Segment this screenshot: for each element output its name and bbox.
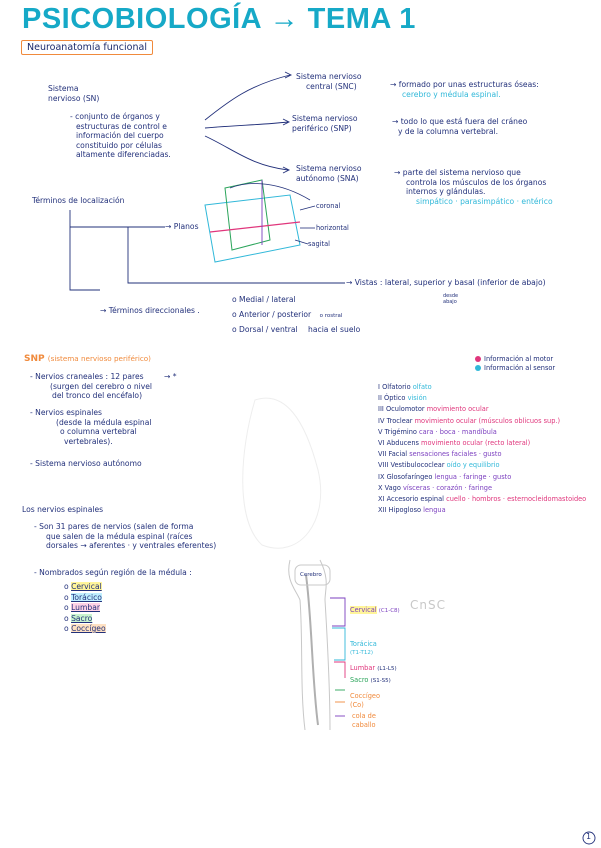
cranial-nerve-number: VII: [378, 450, 387, 459]
cranial-nerve-row: [378, 438, 586, 449]
sna-description: [394, 168, 553, 206]
vistas-note-line-1: desde: [443, 293, 459, 299]
spinal-region-name: Torácico: [71, 592, 102, 602]
spinal-region-name: Cervical: [71, 582, 102, 591]
legend: [475, 355, 555, 372]
page-title: PSICOBIOLOGÍA → TEMA 1: [22, 3, 416, 35]
sn-desc-line: información del cuerpo: [76, 131, 164, 140]
spine-label-text: Torácica: [350, 640, 377, 648]
cranial-nerve-name: Vestibulococlear: [390, 461, 445, 470]
sn-heading: [48, 84, 99, 103]
snp-item-espinales: [30, 408, 152, 446]
spine-label-text: caballo: [352, 720, 376, 729]
terminos-text: Términos direccionales: [108, 306, 195, 315]
cranial-nerve-row: [378, 393, 586, 404]
cranial-nerve-number: IV: [378, 416, 385, 425]
sn-desc-line: altamente diferenciadas.: [76, 150, 171, 159]
vistas-note: [443, 293, 458, 305]
cranial-nerve-number: I: [378, 383, 380, 391]
cranial-nerve-name: Glosofaríngeo: [386, 472, 433, 481]
cranial-nerve-number: II: [378, 394, 382, 403]
sna-label-line-1: Sistema nervioso: [296, 164, 362, 173]
snp-item-text: del tronco del encéfalo): [52, 391, 143, 400]
cranial-nerve-name: Troclear: [386, 416, 413, 425]
snp-item-text: (surgen del cerebro o nivel: [50, 381, 153, 391]
direction-item: [232, 310, 342, 322]
snc-label: [296, 72, 361, 91]
sn-heading-line-2: nervioso (SN): [48, 93, 100, 103]
cranial-nerve-detail: oído y equilibrio: [446, 461, 500, 470]
cranial-nerve-detail: movimiento ocular: [426, 405, 489, 414]
spine-label-note: (C1-C8): [378, 608, 400, 614]
snp-item-text: o columna vertebral: [60, 427, 137, 436]
snp-desc-line-1: → todo lo que está fuera del cráneo: [392, 117, 528, 126]
espinales-desc-line: - Son 31 pares de nervios (salen de forma: [34, 522, 194, 531]
cranial-nerve-detail: movimiento ocular (recto lateral): [421, 439, 531, 448]
planos-label: → Planos: [165, 222, 199, 231]
snc-label-line-1: Sistema nervioso: [296, 72, 362, 81]
cranial-nerve-name: Facial: [388, 450, 408, 459]
snp-item-craneales: [30, 372, 177, 401]
page-subtitle: Neuroanatomía funcional: [21, 40, 153, 55]
spine-label-coccigeo: [350, 692, 380, 709]
cranial-nerve-number: XI: [378, 495, 385, 504]
spine-label-text: Lumbar: [350, 664, 376, 672]
spine-top-label: Cerebro: [300, 572, 322, 578]
snp-item-text: - Nervios craneales : 12 pares: [30, 372, 144, 381]
sna-desc-line-4: simpático · parasimpático · entérico: [416, 196, 553, 206]
snp-item-text: - Nervios espinales: [30, 408, 103, 417]
direction-item: o Medial / lateral: [232, 295, 296, 304]
cranial-nerve-detail: visión: [407, 394, 427, 403]
sna-desc-line-3: internos y glándulas.: [406, 187, 486, 196]
spinal-region-name: Lumbar: [71, 603, 100, 612]
spine-label-cervical: [350, 606, 400, 616]
cranial-nerve-number: IX: [378, 472, 385, 481]
vistas-text: Vistas : lateral, superior y basal (inferior de abajo): [354, 278, 546, 287]
espinales-description: [34, 522, 216, 551]
sna-label-line-2: autónomo (SNA): [296, 173, 359, 183]
sn-desc-line: - conjunto de órganos y: [70, 112, 160, 121]
sn-desc-line: constituido por células: [76, 140, 162, 150]
sna-label: [296, 164, 361, 183]
cranial-nerve-name: Vago: [384, 483, 401, 492]
spine-label-note: (S1-S5): [370, 678, 391, 684]
cranial-nerve-number: X: [378, 483, 383, 492]
vistas-note-line-2: abajo: [443, 299, 457, 305]
cranial-nerve-detail: sensaciones faciales · gusto: [409, 450, 502, 459]
cranial-nerve-row: [378, 427, 586, 438]
spine-watermark-text: CnSC: [410, 598, 446, 612]
cranial-nerve-detail: movimiento ocular (músculos oblicuos sup.): [414, 416, 561, 425]
sna-desc-line-1: → parte del sistema nervioso que: [394, 168, 521, 177]
cranial-nerve-number: VI: [378, 439, 385, 448]
cranial-nerve-detail: cara · boca · mandíbula: [419, 427, 497, 436]
legend-text: Información al sensor: [484, 363, 556, 372]
spinal-region-item: o Torácico: [64, 592, 102, 602]
direction-text: o Anterior / posterior: [232, 310, 312, 319]
legend-text: Información al motor: [484, 355, 554, 363]
snp-section-subtitle: (sistema nervioso periférico): [47, 354, 151, 363]
snp-label-line-2: periférico (SNP): [292, 123, 352, 133]
plane-coronal-label: coronal: [316, 202, 341, 210]
spine-label-note: (T1-T12): [350, 649, 373, 656]
snp-label-line-1: Sistema nervioso: [292, 114, 358, 123]
cranial-nerve-detail: cuello · hombros · esternocleidomastoideo: [446, 495, 587, 504]
cranial-nerve-row: [378, 449, 586, 460]
sn-desc-line: estructuras de control e: [76, 121, 167, 131]
cranial-nerve-name: Trigémino: [384, 427, 417, 436]
direction-note: o rostral: [319, 313, 343, 319]
direction-text: o Dorsal / ventral: [232, 325, 298, 334]
cranial-nerve-row: [378, 505, 586, 516]
snp-description: [392, 117, 527, 136]
spinal-region-item: o Coccígeo: [64, 624, 106, 633]
snp-section-title: SNP: [24, 354, 45, 364]
plane-sagital-label: sagital: [308, 240, 330, 248]
cranial-nerve-name: Hipogloso: [388, 506, 422, 515]
plane-horizontal-label: horizontal: [316, 224, 349, 232]
spine-label-text: Sacro: [350, 676, 369, 684]
spinal-region-item: o Lumbar: [64, 603, 100, 612]
cranial-nerve-row: [378, 494, 586, 505]
snc-description: [390, 80, 539, 99]
spinal-region-item: o Sacro: [64, 613, 93, 623]
cranial-nerve-number: XII: [378, 506, 387, 515]
snc-desc-line-2: cerebro y médula espinal.: [402, 89, 501, 99]
espinales-desc-line: dorsales → aferentes · y ventrales eferentes): [46, 541, 217, 550]
legend-item-motor: [475, 355, 555, 364]
planos-text: Planos: [173, 222, 199, 231]
planes-diagram: [205, 180, 315, 262]
spine-label-cola-caballo: [352, 712, 376, 729]
sn-description: [70, 112, 171, 160]
cranial-nerve-number: VIII: [378, 461, 389, 470]
cranial-nerve-name: Abducens: [386, 439, 419, 448]
cranial-nerve-detail: olfato: [412, 383, 432, 391]
legend-swatch-pink: [475, 356, 481, 362]
cranial-nerve-row: [378, 472, 586, 483]
cranial-nerve-detail: vísceras · corazón · faringe: [403, 483, 493, 492]
spine-label-note: (Co): [350, 700, 364, 709]
spinal-region-name: Coccígeo: [71, 624, 106, 633]
cranial-nerve-name: Accesorio espinal: [386, 495, 444, 504]
localizacion-heading: Términos de localización: [32, 196, 125, 205]
cranial-nerve-row: [378, 404, 586, 415]
sn-heading-line-1: Sistema: [48, 84, 79, 93]
spine-label-lumbar: [350, 664, 397, 674]
spinal-region-item: o Cervical: [64, 582, 102, 591]
snp-item-autonomo: - Sistema nervioso autónomo: [30, 459, 142, 468]
espinales-heading: Los nervios espinales: [22, 505, 104, 514]
spinal-region-name: Sacro: [71, 613, 93, 623]
snp-section-heading: [24, 354, 151, 364]
spine-label-sacro: [350, 676, 391, 686]
cranial-nerve-name: Oculomotor: [385, 405, 425, 414]
espinales-regions-intro: - Nombrados según región de la médula :: [34, 568, 192, 577]
terminos-direccionales-label: → Términos direccionales .: [100, 306, 200, 315]
snc-label-line-2: central (SNC): [306, 81, 357, 91]
sna-desc-line-2: controla los músculos de los órganos: [406, 177, 547, 187]
direction-item: [232, 325, 360, 335]
vistas-label: → Vistas : lateral, superior y basal (inferior de abajo): [346, 278, 546, 287]
espinales-desc-line: que salen de la médula espinal (raíces: [46, 531, 193, 541]
cranial-nerve-row: [378, 382, 586, 393]
spine-label-note: (L1-L5): [377, 666, 397, 672]
cranial-nerve-number: V: [378, 427, 383, 436]
legend-item-sensor: [475, 364, 555, 373]
snc-desc-line-1: → formado por unas estructuras óseas:: [390, 80, 539, 89]
spine-label-text: Coccígeo: [350, 692, 380, 700]
snp-item-note: → *: [164, 372, 177, 381]
legend-swatch-cyan: [475, 365, 481, 371]
direction-note: hacia el suelo: [308, 325, 361, 334]
cranial-nerve-row: [378, 460, 586, 471]
spine-label-text: cola de: [352, 712, 376, 720]
snp-item-text: vertebrales).: [64, 436, 113, 446]
snp-item-text: (desde la médula espinal: [56, 417, 152, 427]
cranial-nerve-name: Óptico: [384, 394, 406, 403]
snp-label: [292, 114, 357, 133]
cranial-nerve-row: [378, 483, 586, 494]
spine-label-toracico: [350, 640, 377, 657]
page-number: 1: [586, 832, 592, 841]
spinal-regions-list: [64, 582, 106, 635]
cranial-nerve-name: Olfatorio: [382, 383, 411, 391]
spine-label-text: Cervical: [350, 606, 377, 614]
snp-desc-line-2: y de la columna vertebral.: [398, 126, 499, 136]
cranial-nerve-row: [378, 416, 586, 427]
spine-diagram: [289, 560, 345, 730]
cranial-nerves-list: [378, 382, 586, 516]
cranial-nerve-detail: lengua · faringe · gusto: [434, 472, 512, 481]
cranial-nerve-detail: lengua: [423, 506, 446, 515]
cranial-nerve-number: III: [378, 405, 384, 414]
